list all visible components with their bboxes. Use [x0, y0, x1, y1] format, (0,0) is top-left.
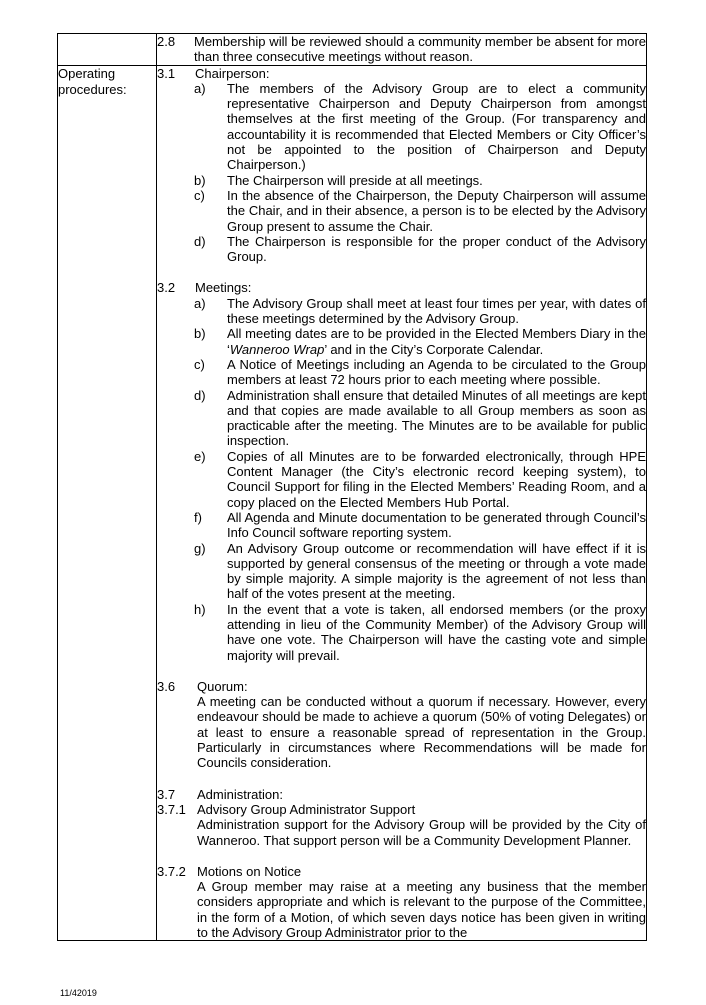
item-letter: b) [194, 326, 206, 342]
list-item [194, 541, 646, 602]
operating-procedures-cell [157, 65, 647, 941]
list-item [194, 81, 646, 173]
table-row [58, 34, 647, 66]
section-3-7 [157, 787, 646, 802]
list-item [194, 296, 646, 327]
section-text: A Group member may raise at a meeting any business that the member considers appropriate and which is relevant to the purpose of the Committee, in the form of a Motion, of which seven days notice has been given in writing to the Advisory Group Administrator prior to the [197, 879, 646, 941]
item-letter: b) [194, 172, 206, 188]
section-heading: Chairperson: [195, 65, 270, 81]
section-number: 3.7.2 [157, 863, 186, 879]
item-text: An Advisory Group outcome or recommendation will have effect if it is supported by general consensus of the meeting or through a vote made by simple majority. A simple majority is the agreement of not less than half of the votes present at the meeting. [227, 540, 646, 602]
item-letter: h) [194, 601, 206, 617]
item-text: The members of the Advisory Group are to elect a community representative Chairperson and Deputy Chairperson from amongst themselves at the first meeting of the Group. (For transparency and accountability it is recommended that Elected Members or City Officer’s not be appointed to the position of Chairperson and Deputy Chairperson.) [227, 80, 646, 173]
item-text: Administration shall ensure that detailed Minutes of all meetings are kept and that copies are made available to all Group members as soon as practicable after the meeting. The Minutes are to be available for public inspection. [227, 387, 646, 449]
item-text: A Notice of Meetings including an Agenda to be circulated to the Group members at least 72 hours prior to each meeting where possible. [227, 356, 646, 388]
page-footer-reference: 11/42019 [60, 988, 97, 998]
item-text: The Chairperson is responsible for the proper conduct of the Advisory Group. [227, 233, 646, 265]
section-heading: Meetings: [195, 280, 252, 296]
section-3-6 [157, 679, 646, 694]
section-heading: Quorum: [197, 678, 248, 694]
section-number: 3.7 [157, 786, 176, 802]
section-3-7-1 [157, 802, 646, 817]
terms-table [57, 33, 647, 941]
section-number: 3.7.1 [157, 801, 186, 817]
item-text: All meeting dates are to be provided in the Elected Members Diary in the ‘Wanneroo Wrap’ and in the City’s Corporate Calendar. [227, 326, 646, 357]
list-item [194, 510, 646, 541]
item-text: All Agenda and Minute documentation to be generated through Council’s Info Council software reporting system. [227, 509, 646, 541]
list-item [194, 173, 646, 188]
item-letter: c) [194, 356, 205, 372]
section-text: A meeting can be conducted without a quorum if necessary. However, every endeavour should be made to achieve a quorum (50% of voting Delegates) or at least to ensure a reasonable spread of representation in the Group. Particularly in circumstances where Recommendations will be made for Councils consideration. [197, 694, 646, 771]
item-letter: g) [194, 540, 206, 556]
section-heading: Motions on Notice [197, 863, 302, 879]
section-heading: Administration: [197, 786, 283, 802]
row-label-operating-procedures: Operating procedures: [58, 65, 157, 941]
list-item [194, 388, 646, 449]
item-text: The Chairperson will preside at all meetings. [227, 172, 483, 188]
item-letter: d) [194, 387, 206, 403]
list-item [194, 449, 646, 510]
list-item [194, 602, 646, 663]
section-number: 3.2 [157, 280, 176, 296]
section-number: 3.6 [157, 678, 176, 694]
italic-title: Wanneroo Wrap [229, 341, 325, 357]
section-3-1 [157, 66, 646, 81]
item-letter: e) [194, 448, 206, 464]
clause-number: 2.8 [157, 34, 176, 49]
list-item [194, 234, 646, 265]
clause-2-8-cell [157, 34, 647, 66]
section-heading: Advisory Group Administrator Support [197, 801, 416, 817]
item-letter: c) [194, 187, 205, 203]
item-text: The Advisory Group shall meet at least four times per year, with dates of these meetings determined by the Advisory Group. [227, 295, 646, 327]
item-letter: a) [194, 295, 206, 311]
item-letter: f) [194, 509, 202, 525]
item-letter: a) [194, 80, 206, 96]
row-label-empty [58, 34, 157, 66]
section-3-2 [157, 280, 646, 295]
section-number: 3.1 [157, 65, 176, 81]
clause-text: Membership will be reviewed should a community member be absent for more than three consecutive meetings without reason. [194, 34, 646, 65]
list-item [194, 326, 646, 357]
list-item [194, 188, 646, 234]
section-3-7-2 [157, 864, 646, 879]
section-text: Administration support for the Advisory Group will be provided by the City of Wanneroo. That support person will be a Community Development Planner. [197, 817, 646, 848]
item-text: Copies of all Minutes are to be forwarded electronically, through HPE Content Manager (the City’s electronic record keeping system), to Council Support for filing in the Elected Members’ Reading Room, and a copy placed on the Elected Members Hub Portal. [227, 448, 646, 510]
item-text: In the absence of the Chairperson, the Deputy Chairperson will assume the Chair, and in their absence, a person is to be elected by the Advisory Group present to assume the Chair. [227, 187, 646, 234]
table-row [58, 65, 647, 941]
item-letter: d) [194, 233, 206, 249]
list-item [194, 357, 646, 388]
item-text: In the event that a vote is taken, all endorsed members (or the proxy attending in lieu of the Community Member) of the Advisory Group will have one vote. The Chairperson will have the casting vote and simple majority will prevail. [227, 601, 646, 663]
